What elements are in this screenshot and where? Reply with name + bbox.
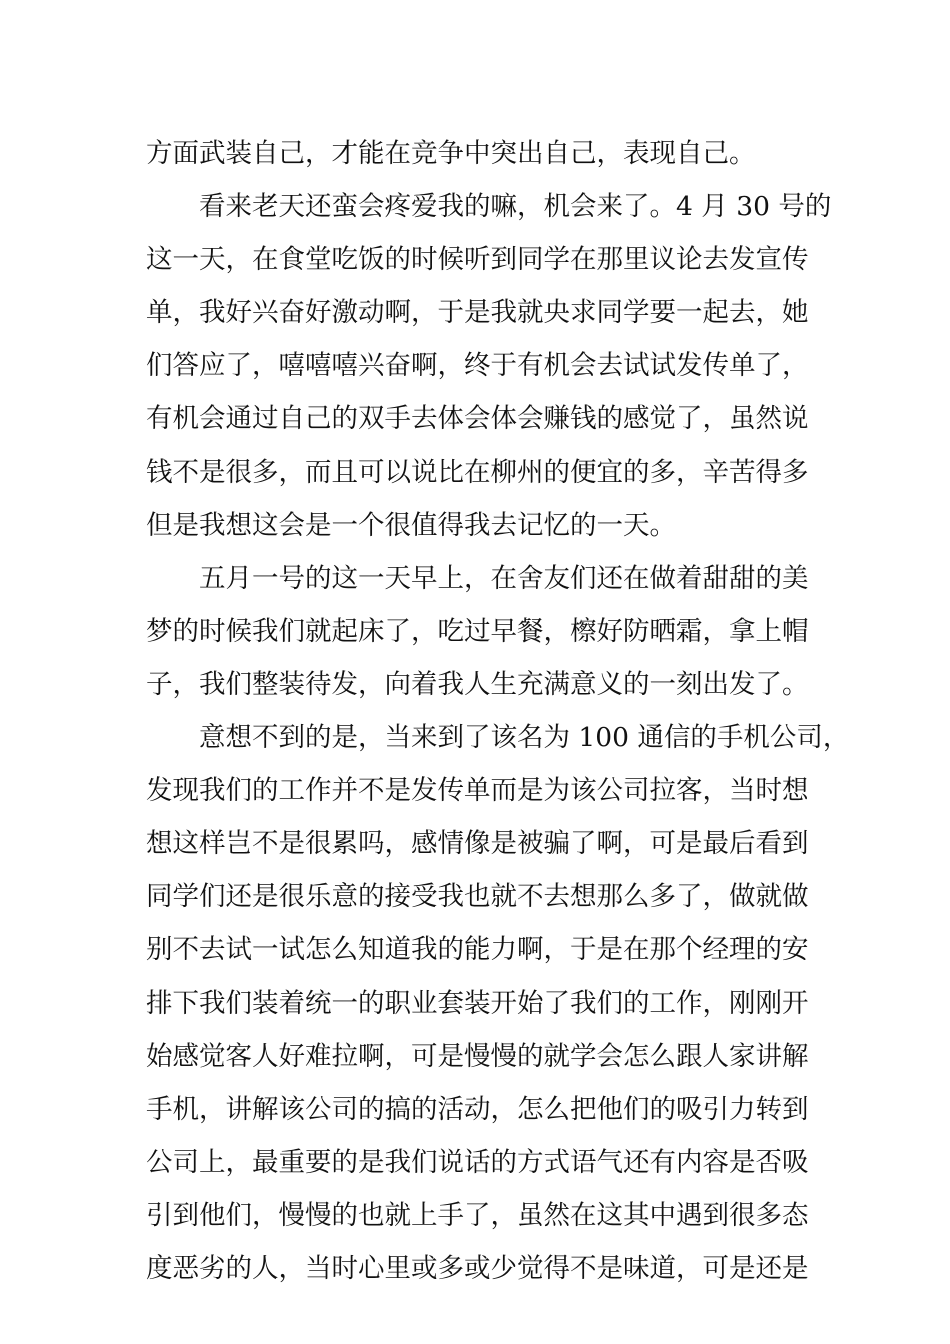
text-line: 同学们还是很乐意的接受我也就不去想那么多了，做就做 [146,881,809,913]
text-line: 方面武装自己，才能在竞争中突出自己，表现自己。 [146,138,756,169]
text-line: 度恶劣的人，当时心里或多或少觉得不是味道，可是还是 [146,1252,809,1284]
text-line: 钱不是很多，而且可以说比在柳州的便宜的多，辛苦得多 [146,456,809,488]
text-line: 子，我们整装待发，向着我人生充满意义的一刻出发了。 [146,668,809,700]
text-line: 发现我们的工作并不是发传单而是为该公司拉客，当时想 [146,775,809,807]
text-line: 单，我好兴奋好激动啊，于是我就央求同学要一起去，她 [146,297,809,329]
text-line: 想这样岂不是很累吗，感情像是被骗了啊，可是最后看到 [146,828,809,860]
text-line: 手机，讲解该公司的搞的活动，怎么把他们的吸引力转到 [146,1093,809,1125]
text-line: 别不去试一试怎么知道我的能力啊，于是在那个经理的安 [146,934,809,966]
text-line: 但是我想这会是一个很值得我去记忆的一天。 [146,509,676,541]
text-line: 看来老天还蛮会疼爱我的嘛，机会来了。4 月 30 号的 [199,191,832,223]
text-line: 引到他们，慢慢的也就上手了，虽然在这其中遇到很多态 [146,1199,809,1231]
text-line: 排下我们装着统一的职业套装开始了我们的工作，刚刚开 [146,987,809,1019]
text-line: 们答应了，嘻嘻嘻兴奋啊，终于有机会去试试发传单了， [146,350,809,382]
text-line: 五月一号的这一天早上，在舍友们还在做着甜甜的美 [199,562,809,594]
text-line: 意想不到的是，当来到了该名为 100 通信的手机公司， [199,722,850,754]
text-line: 这一天，在食堂吃饭的时候听到同学在那里议论去发宣传 [146,244,809,276]
document-body [146,127,850,1295]
text-line: 始感觉客人好难拉啊，可是慢慢的就学会怎么跟人家讲解 [146,1040,809,1072]
text-line: 公司上，最重要的是我们说话的方式语气还有内容是否吸 [146,1146,809,1178]
text-line: 梦的时候我们就起床了，吃过早餐，檫好防晒霜，拿上帽 [146,615,809,647]
text-line: 有机会通过自己的双手去体会体会赚钱的感觉了，虽然说 [146,403,809,435]
